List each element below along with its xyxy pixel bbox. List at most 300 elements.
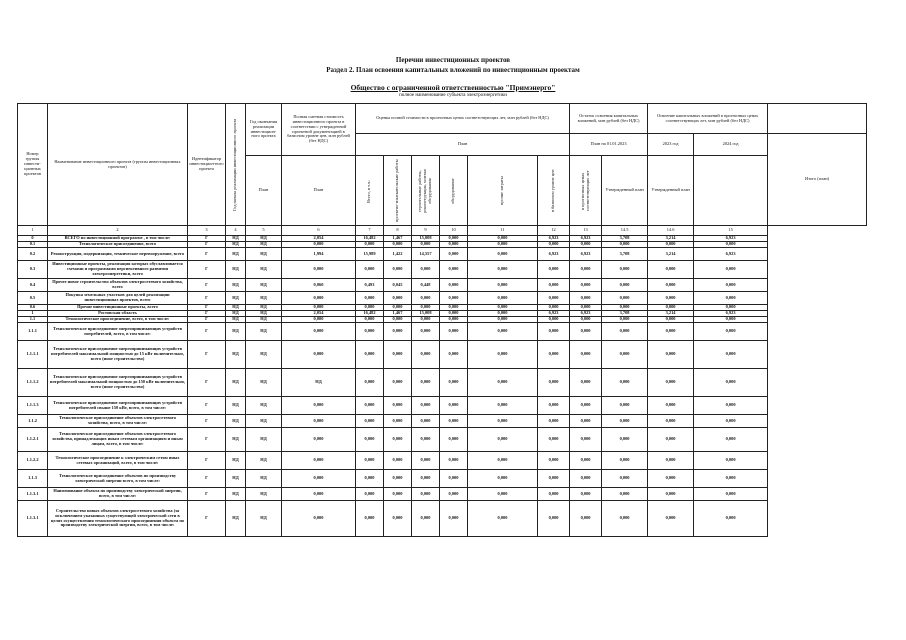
row-cell: 0,000 [570, 470, 602, 488]
table-row [18, 261, 867, 279]
row-cell: Г [188, 488, 226, 501]
row-cell: 0,000 [648, 397, 694, 415]
row-cell: 1,994 [282, 248, 356, 261]
row-cell: 0,000 [384, 261, 412, 279]
row-number: 1 [18, 311, 48, 317]
row-cell: 0,000 [440, 236, 468, 242]
row-cell: 16,482 [356, 311, 384, 317]
row-number: 1.1.1.1 [18, 341, 48, 369]
row-cell: НД [226, 470, 246, 488]
row-cell: НД [226, 501, 246, 537]
row-cell: 0,000 [440, 488, 468, 501]
row-cell: 0,000 [356, 397, 384, 415]
row-cell: 0,000 [440, 248, 468, 261]
row-cell: 0,000 [384, 470, 412, 488]
column-number: 4 [226, 226, 246, 236]
row-cell: 0,000 [602, 369, 648, 397]
row-cell: НД [226, 323, 246, 341]
table-row [18, 501, 867, 537]
row-cell: НД [226, 279, 246, 292]
row-cell: 0,000 [412, 488, 440, 501]
row-number: 1.1 [18, 317, 48, 323]
row-cell: 0,000 [356, 488, 384, 501]
header-approved-2023: Утвержденный план [602, 156, 648, 226]
row-cell: 0,000 [412, 261, 440, 279]
header-project-id: Идентификатор инвестицион-ного проекта [188, 104, 226, 226]
header-project-name: Наименование инвестиционного проекта (группы инвестиционных проектов) [48, 104, 188, 226]
row-cell: НД [226, 242, 246, 248]
row-cell: 0,000 [468, 236, 538, 242]
row-cell: 0,000 [538, 242, 570, 248]
row-cell: 0,045 [384, 279, 412, 292]
row-cell: НД [226, 248, 246, 261]
row-cell: Г [188, 428, 226, 452]
row-cell: НД [246, 452, 282, 470]
row-cell: 0,000 [282, 428, 356, 452]
header-sub-smr: строительные работы, реконструкция, монтаж оборудования [412, 156, 440, 226]
row-cell: 0,000 [538, 323, 570, 341]
row-number: 0 [18, 236, 48, 242]
row-cell: НД [226, 428, 246, 452]
row-cell: 0,000 [412, 292, 440, 305]
row-cell: 0,000 [694, 428, 768, 452]
row-cell: 0,000 [694, 305, 768, 311]
row-cell: 0,000 [356, 369, 384, 397]
table-row [18, 415, 867, 428]
table-row [18, 488, 867, 501]
row-cell: 6,923 [694, 248, 768, 261]
row-cell: 0,000 [440, 261, 468, 279]
row-cell: 0,000 [468, 311, 538, 317]
row-cell: 0,000 [648, 279, 694, 292]
table-row [18, 452, 867, 470]
row-cell: 6,923 [570, 248, 602, 261]
row-cell: 3,214 [648, 248, 694, 261]
row-number: 1.1.3.1 [18, 501, 48, 537]
row-cell: 0,000 [356, 452, 384, 470]
row-cell: 0,000 [440, 369, 468, 397]
row-cell: 0,000 [538, 317, 570, 323]
row-cell: 0,000 [538, 261, 570, 279]
row-cell: Г [188, 341, 226, 369]
row-cell: 6,923 [538, 311, 570, 317]
row-cell: 0,000 [282, 470, 356, 488]
row-cell: 0,000 [648, 415, 694, 428]
row-cell: НД [226, 369, 246, 397]
row-cell: НД [246, 341, 282, 369]
row-cell: 0,000 [538, 292, 570, 305]
row-name: Технологическое присоединение энергопринимающих устройств потребителей максимальной мощностью до 150 кВт включительно, всего (иное строительство) [48, 369, 188, 397]
row-cell: Г [188, 397, 226, 415]
row-cell: 0,000 [468, 452, 538, 470]
row-cell: 0,000 [570, 261, 602, 279]
row-number: 0.3 [18, 261, 48, 279]
row-cell: 0,000 [538, 488, 570, 501]
row-cell: 0,000 [412, 305, 440, 311]
header-start-year: Год начала реализации инвестиционного проекта [226, 104, 246, 226]
table-row [18, 279, 867, 292]
table-row [18, 341, 867, 369]
row-name: Технологическое присоединение объектов по производству электрической энергии всего, в том числе: [48, 470, 188, 488]
row-cell: 0,000 [602, 242, 648, 248]
row-cell: 0,000 [384, 501, 412, 537]
row-name: Прочее новое строительство объектов электросетевого хозяйства, всего [48, 279, 188, 292]
header-forecast-cost: Оценка полной стоимости в прогнозных ценах соответствующих лет, млн рублей (без НДС) [356, 104, 570, 134]
row-cell: 0,000 [356, 242, 384, 248]
row-cell: 0,000 [648, 428, 694, 452]
row-cell: 0,000 [648, 488, 694, 501]
row-cell: 0,000 [538, 415, 570, 428]
row-number: 1.1.2.1 [18, 428, 48, 452]
row-cell: 0,000 [440, 428, 468, 452]
row-cell: НД [246, 292, 282, 305]
row-cell: 15,008 [412, 236, 440, 242]
row-cell: 0,000 [570, 397, 602, 415]
row-cell: 0,000 [440, 317, 468, 323]
row-cell: 0,000 [384, 452, 412, 470]
row-cell: 0,000 [412, 501, 440, 537]
row-cell: 0,000 [602, 488, 648, 501]
row-cell: 0,000 [282, 452, 356, 470]
row-cell: 0,000 [440, 305, 468, 311]
row-cell: 0,000 [694, 452, 768, 470]
row-cell: 0,493 [356, 279, 384, 292]
row-cell: 0,000 [440, 415, 468, 428]
row-cell: 0,000 [356, 261, 384, 279]
row-cell: 3,708 [602, 311, 648, 317]
row-cell: Г [188, 292, 226, 305]
row-cell: 0,000 [356, 470, 384, 488]
row-cell: 0,000 [648, 501, 694, 537]
row-cell: 0,000 [648, 292, 694, 305]
table-row [18, 470, 867, 488]
header-sub-pir: проектно-изыскательские работы [384, 156, 412, 226]
row-cell: НД [246, 236, 282, 242]
row-cell: 0,000 [440, 470, 468, 488]
header-plan: План [356, 134, 570, 156]
table-row [18, 428, 867, 452]
row-cell: 0,000 [468, 397, 538, 415]
row-cell: 0,000 [384, 242, 412, 248]
row-cell: 0,000 [412, 317, 440, 323]
row-cell: 0,000 [356, 501, 384, 537]
row-cell: 6,923 [538, 248, 570, 261]
row-cell: НД [246, 279, 282, 292]
row-cell: 0,000 [282, 415, 356, 428]
row-cell: 0,000 [648, 452, 694, 470]
row-cell: Г [188, 248, 226, 261]
column-number: 12 [538, 226, 570, 236]
column-number: 3 [188, 226, 226, 236]
row-name: Технологическое присоединение объектов электросетевого хозяйства, всего, в том числе: [48, 415, 188, 428]
column-number: 15 [694, 226, 768, 236]
row-cell: 0,000 [694, 261, 768, 279]
row-cell: НД [226, 488, 246, 501]
row-cell: 0,000 [282, 323, 356, 341]
column-numbers-row [18, 226, 867, 236]
row-cell: 0,000 [602, 279, 648, 292]
header-year-2024: 2024 год [694, 134, 768, 156]
row-name: Технологическое присоединение энергопринимающих устройств потребителей, всего, в том числе: [48, 323, 188, 341]
row-cell: 0,000 [468, 369, 538, 397]
row-cell: 2,054 [282, 236, 356, 242]
row-cell: 6,923 [570, 236, 602, 242]
row-cell: 0,000 [384, 323, 412, 341]
row-cell: 0,000 [648, 242, 694, 248]
row-cell: 0,000 [412, 323, 440, 341]
row-cell: 0,000 [282, 341, 356, 369]
row-cell: 3,214 [648, 311, 694, 317]
row-cell: 0,000 [412, 341, 440, 369]
row-cell: Г [188, 415, 226, 428]
row-cell: 0,000 [412, 428, 440, 452]
row-cell: 0,060 [282, 279, 356, 292]
row-cell: 0,000 [440, 501, 468, 537]
row-cell: 0,000 [440, 242, 468, 248]
row-cell: 0,000 [570, 501, 602, 537]
row-cell: 0,000 [468, 323, 538, 341]
row-cell: НД [226, 236, 246, 242]
row-cell: 0,000 [570, 323, 602, 341]
row-number: 0.1 [18, 242, 48, 248]
row-cell: Г [188, 369, 226, 397]
row-cell: 0,000 [648, 317, 694, 323]
row-cell: 0,000 [440, 279, 468, 292]
row-number: 0.6 [18, 305, 48, 311]
header-sub-other: прочие затраты [468, 156, 538, 226]
row-name: Технологическое присоединение энергопринимающих устройств потребителей максимальной мощностью до 15 кВт включительно, всего (иное строительство) [48, 341, 188, 369]
row-name: Технологическое присоединение объектов электросетевого хозяйства, принадлежащих иным сетевым организациям и иным лицам, всего, в том числе: [48, 428, 188, 452]
row-cell: НД [246, 317, 282, 323]
document-title: Перечни инвестиционных проектов [395, 56, 511, 64]
row-cell: Г [188, 236, 226, 242]
row-cell: 0,000 [602, 317, 648, 323]
column-number: 7 [356, 226, 384, 236]
row-cell: 0,000 [384, 428, 412, 452]
row-cell: НД [226, 305, 246, 311]
column-number: 8 [384, 226, 412, 236]
row-cell: 0,000 [282, 501, 356, 537]
row-cell: 0,000 [468, 470, 538, 488]
row-cell: 0,000 [694, 415, 768, 428]
row-cell: 6,923 [570, 311, 602, 317]
row-cell: 0,000 [282, 317, 356, 323]
row-cell: 0,000 [602, 323, 648, 341]
header-year-2023: 2023 год [648, 134, 694, 156]
row-cell: 1,467 [384, 311, 412, 317]
row-cell: 0,000 [356, 323, 384, 341]
row-cell: Г [188, 279, 226, 292]
row-cell: 0,000 [602, 292, 648, 305]
row-cell: НД [226, 261, 246, 279]
row-name: ВСЕГО по инвестиционной программе , в том числе: [48, 236, 188, 242]
row-cell: 0,000 [282, 261, 356, 279]
row-cell: 0,000 [384, 369, 412, 397]
row-cell: НД [246, 397, 282, 415]
row-cell: 3,708 [602, 236, 648, 242]
row-cell: Г [188, 317, 226, 323]
row-cell: 0,000 [648, 261, 694, 279]
row-name: Инвестиционные проекты, реализация которых обуславливается схемами и программами перспективного развития электроэнергетики, всего [48, 261, 188, 279]
row-cell: Г [188, 261, 226, 279]
row-name: Покупка земельных участков для целей реализации инвестиционных проектов, всего [48, 292, 188, 305]
row-cell: НД [226, 452, 246, 470]
row-cell: Г [188, 501, 226, 537]
row-cell: 0,000 [468, 415, 538, 428]
row-cell: 0,000 [538, 305, 570, 311]
header-plan-end: План [246, 156, 282, 226]
row-cell: 0,000 [694, 279, 768, 292]
row-cell: 0,000 [412, 470, 440, 488]
column-number: 1 [18, 226, 48, 236]
table-row [18, 323, 867, 341]
table-row [18, 369, 867, 397]
row-cell: НД [226, 317, 246, 323]
column-number: 9 [412, 226, 440, 236]
header-sub-forecast: в прогнозных ценах соответствующих лет [570, 156, 602, 226]
row-cell: 0,000 [538, 452, 570, 470]
row-number: 1.1.2 [18, 415, 48, 428]
row-cell: 0,000 [602, 501, 648, 537]
column-number: 14.6 [648, 226, 694, 236]
row-number: 0.5 [18, 292, 48, 305]
row-cell: 0,000 [468, 292, 538, 305]
row-cell: Г [188, 452, 226, 470]
row-cell: 0,000 [356, 341, 384, 369]
row-cell: НД [226, 397, 246, 415]
row-cell: НД [246, 242, 282, 248]
row-cell: Г [188, 305, 226, 311]
row-cell: 0,000 [282, 292, 356, 305]
column-number: 10 [440, 226, 468, 236]
column-number: 11 [468, 226, 538, 236]
row-cell: 0,000 [356, 428, 384, 452]
row-cell: 1,467 [384, 236, 412, 242]
row-cell: 0,000 [602, 397, 648, 415]
row-cell: 0,000 [602, 305, 648, 311]
row-cell: НД [246, 311, 282, 317]
row-cell: 0,000 [356, 292, 384, 305]
header-end-year: Год окончания реализации инвестицион-ного проекта [246, 104, 282, 156]
row-cell: 6,923 [694, 311, 768, 317]
header-plan-on-date: План на 01.01.2023 [570, 134, 648, 156]
row-cell: 0,000 [694, 470, 768, 488]
row-cell: 0,000 [570, 305, 602, 311]
row-cell: 0,000 [694, 323, 768, 341]
row-cell: 2,054 [282, 311, 356, 317]
row-cell: 0,000 [694, 501, 768, 537]
row-cell: 0,000 [468, 305, 538, 311]
row-number: 1.1.2.2 [18, 452, 48, 470]
row-cell: 0,000 [538, 397, 570, 415]
row-cell: Г [188, 470, 226, 488]
column-number: 13 [570, 226, 602, 236]
row-name: Реконструкция, модернизация, техническое перевооружение, всего [48, 248, 188, 261]
column-number: 5 [246, 226, 282, 236]
row-cell: НД [246, 470, 282, 488]
row-cell: 0,000 [282, 488, 356, 501]
column-number: 2 [48, 226, 188, 236]
row-cell: 0,000 [412, 415, 440, 428]
row-cell: 0,000 [412, 242, 440, 248]
row-cell: 0,000 [694, 397, 768, 415]
row-cell: 6,923 [538, 236, 570, 242]
row-cell: 0,000 [694, 242, 768, 248]
row-cell: 0,000 [440, 452, 468, 470]
row-cell: 0,000 [602, 470, 648, 488]
row-cell: 0,000 [384, 397, 412, 415]
header-capex: Освоение капитальных вложений в прогнозных ценах соответствующих лет, млн рублей (без НДС) [648, 104, 768, 134]
row-name: Ростовская область [48, 311, 188, 317]
row-name: Технологическое присоединение, всего, в том числе: [48, 317, 188, 323]
row-cell: 0,000 [538, 470, 570, 488]
row-cell: 0,000 [570, 369, 602, 397]
row-cell: 0,000 [384, 305, 412, 311]
row-number: 1.1.1 [18, 323, 48, 341]
row-cell: НД [246, 261, 282, 279]
row-cell: 0,000 [694, 341, 768, 369]
header-sub-base: в базисном уровне цен [538, 156, 570, 226]
row-cell: 0,000 [602, 428, 648, 452]
row-number: 0.2 [18, 248, 48, 261]
company-name: Общество с ограниченной ответственностью "Примэнерго" [350, 83, 556, 92]
row-cell: НД [246, 501, 282, 537]
header-sub-total: Всего, в т.ч.: [356, 156, 384, 226]
row-cell: НД [246, 248, 282, 261]
row-cell: 0,000 [570, 279, 602, 292]
row-cell: 0,000 [570, 317, 602, 323]
row-cell: 0,000 [468, 341, 538, 369]
row-cell: НД [226, 292, 246, 305]
row-cell: 0,000 [468, 428, 538, 452]
row-cell: 0,000 [412, 397, 440, 415]
header-remaining: Остаток освоения капитальных вложений, млн рублей (без НДС) [570, 104, 648, 134]
row-cell: 0,000 [570, 452, 602, 470]
row-cell: 0,000 [602, 341, 648, 369]
row-cell: НД [246, 428, 282, 452]
row-cell: 0,000 [384, 341, 412, 369]
row-cell: 0,000 [412, 369, 440, 397]
row-cell: 0,000 [648, 323, 694, 341]
row-cell: 0,000 [602, 415, 648, 428]
row-number: 0.4 [18, 279, 48, 292]
row-cell: 0,000 [468, 261, 538, 279]
row-cell: 0,000 [602, 261, 648, 279]
row-cell: 0,000 [602, 452, 648, 470]
row-cell: 1,422 [384, 248, 412, 261]
row-number: 1.1.3 [18, 470, 48, 488]
row-cell: 0,000 [694, 292, 768, 305]
row-cell: 0,000 [384, 488, 412, 501]
row-name: Строительство новых объектов электросетевого хозяйства (за исключением указанных существующей электрической сети в целях осуществления технологического присоединения объекта по производству электрической энергии, всего, в том числе: [48, 501, 188, 537]
column-number: 14.5 [602, 226, 648, 236]
row-number: 1.1.1.2 [18, 369, 48, 397]
row-cell: 16,482 [356, 236, 384, 242]
header-plan-estimate: План [282, 156, 356, 226]
row-name: Технологическое присоединение, всего [48, 242, 188, 248]
header-sub-equipment: оборудование [440, 156, 468, 226]
row-cell: НД [226, 341, 246, 369]
row-cell: 0,448 [412, 279, 440, 292]
row-cell: НД [246, 323, 282, 341]
header-group-number: Номер группы инвести-ционных проектов [18, 104, 48, 226]
row-cell: 0,000 [570, 428, 602, 452]
row-cell: 0,000 [648, 470, 694, 488]
row-cell: 0,000 [384, 415, 412, 428]
row-cell: 0,000 [570, 292, 602, 305]
row-cell: 0,000 [440, 341, 468, 369]
row-cell: Г [188, 242, 226, 248]
